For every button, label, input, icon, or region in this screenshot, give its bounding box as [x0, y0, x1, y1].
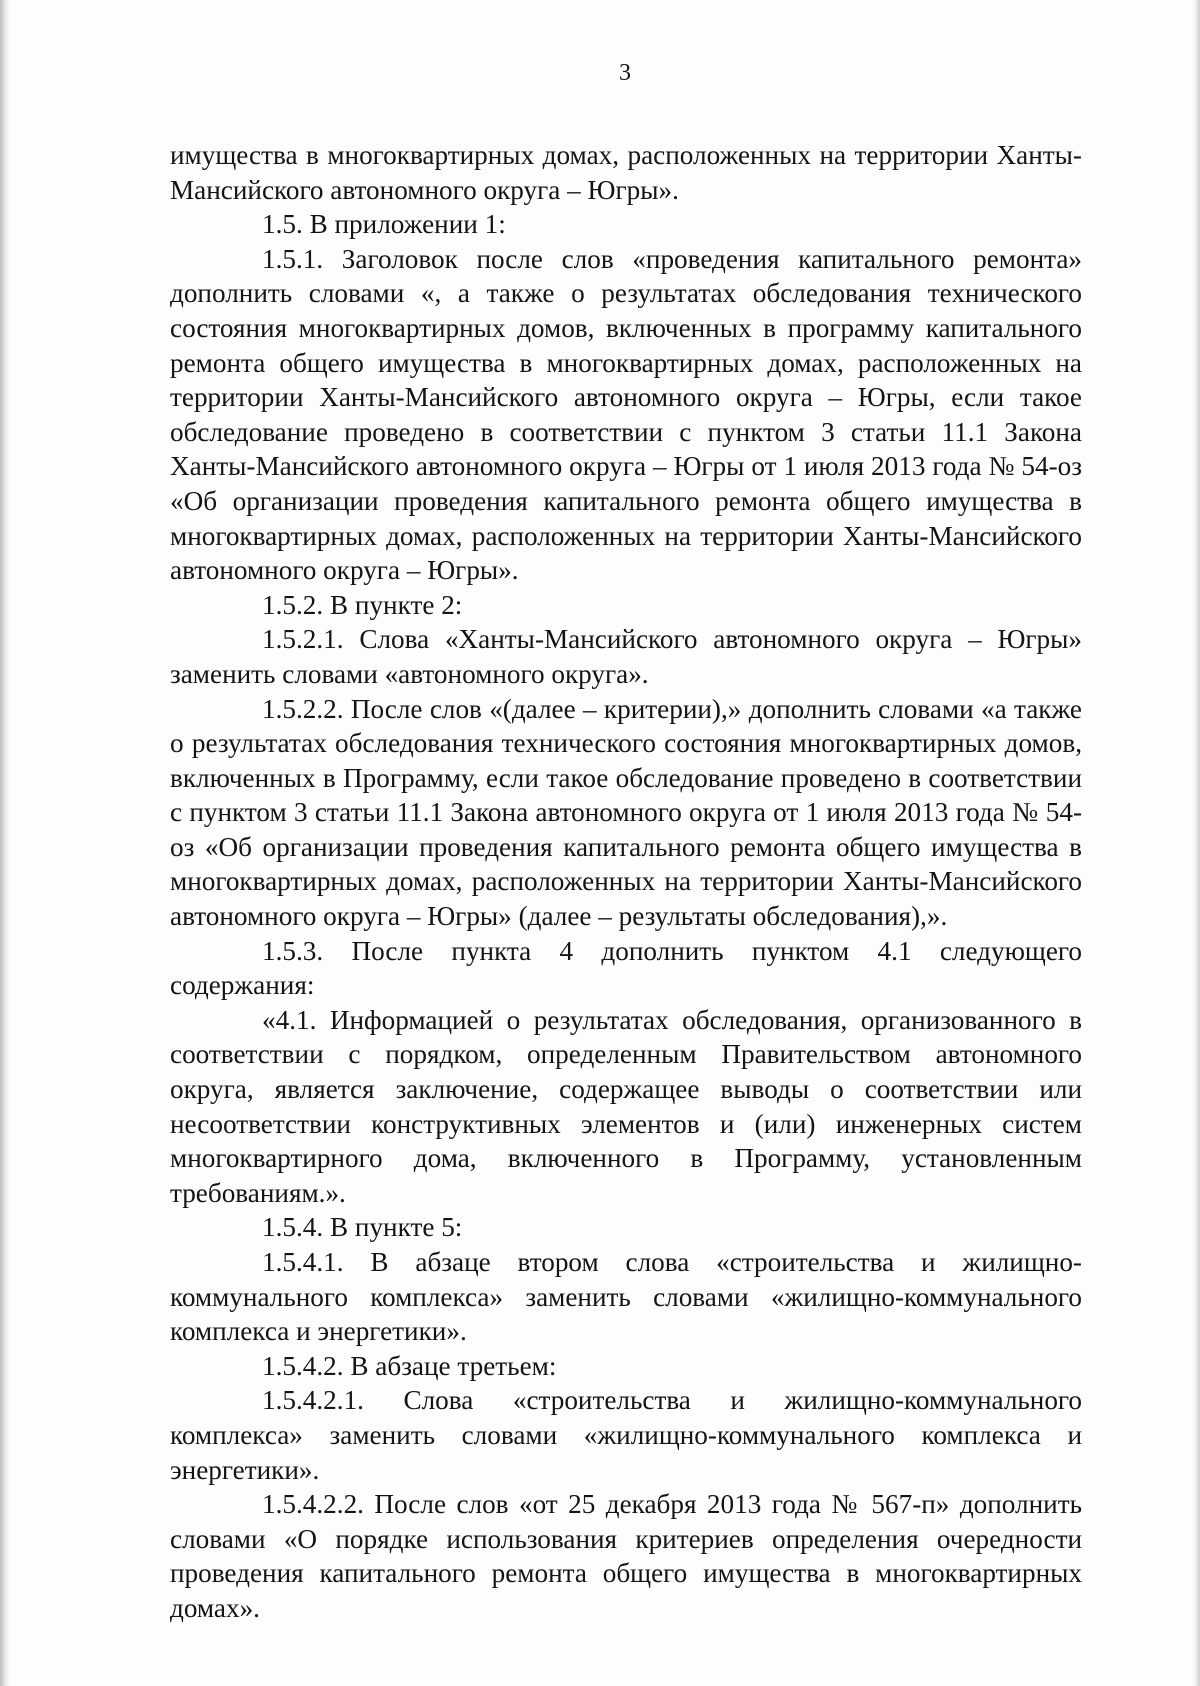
scan-edge-left [0, 0, 10, 1686]
page-number: 3 [619, 60, 631, 86]
paragraph-1-5-4-2-1: 1.5.4.2.1. Слова «строительства и жилищно-коммунального комплекса» заменить словами «жилищно-коммунального комплекса и энергетики». [170, 1385, 1082, 1485]
paragraph-1-5-4-1: 1.5.4.1. В абзаце втором слова «строительства и жилищно-коммунального комплекса» заменить словами «жилищно-коммунального комплекса и энергетики». [170, 1247, 1082, 1347]
scan-edge-right [1192, 0, 1200, 1686]
paragraph-1-5-2-1: 1.5.2.1. Слова «Ханты-Мансийского автономного округа – Югры» заменить словами «автономного округа». [170, 624, 1082, 689]
paragraph-1-5-3: 1.5.3. После пункта 4 дополнить пунктом 4.1 следующего содержания: [170, 935, 1082, 1001]
paragraph-continuation: имущества в многоквартирных домах, расположенных на территории Ханты-Мансийского автономного округа – Югры». [170, 140, 1082, 205]
paragraph-1-5-4-2-2: 1.5.4.2.2. После слов «от 25 декабря 2013 года № 567-п» дополнить словами «О порядке использования критериев определения очередности проведения капитального ремонта общего имущества в многоквартирных домах». [170, 1489, 1082, 1623]
paragraph-1-5-2: 1.5.2. В пункте 2: [262, 589, 463, 620]
document-body [170, 138, 1082, 1626]
paragraph-1-5: 1.5. В приложении 1: [262, 209, 506, 240]
paragraph-1-5-2-2: 1.5.2.2. После слов «(далее – критерии),» дополнить словами «а также о результатах обследования технического состояния многоквартирных домов, включенных в Программу, если такое обследование проведено в соответствии с пунктом 3 статьи 11.1 Закона автономного округа от 1 июля 2013 года № 54-оз «Об организации проведения капитального ремонта общего имущества в многоквартирных домах, расположенных на территории Ханты-Мансийского автономного округа – Югры» (далее – результаты обследования),». [170, 693, 1082, 932]
paragraph-1-5-4-2: 1.5.4.2. В абзаце третьем: [262, 1350, 557, 1381]
paragraph-1-5-4: 1.5.4. В пункте 5: [262, 1212, 463, 1243]
paragraph-4-1-quote: «4.1. Информацией о результатах обследования, организованного в соответствии с порядком, определенным Правительством автономного округа, является заключение, содержащее выводы о соответствии или несоответствии конструктивных элементов и (или) инженерных систем многоквартирного дома, включенного в Программу, установленным требованиям.». [170, 1004, 1082, 1208]
paragraph-1-5-1: 1.5.1. Заголовок после слов «проведения капитального ремонта» дополнить словами «, а также о результатах обследования технического состояния многоквартирных домов, включенных в программу капитального ремонта общего имущества в многоквартирных домах, расположенных на территории Ханты-Мансийского автономного округа – Югры, если такое обследование проведено в соответствии с пунктом 3 статьи 11.1 Закона Ханты-Мансийского автономного округа – Югры от 1 июля 2013 года № 54-оз «Об организации проведения капитального ремонта общего имущества в многоквартирных домах, расположенных на территории Ханты-Мансийского автономного округа – Югры». [170, 243, 1082, 586]
